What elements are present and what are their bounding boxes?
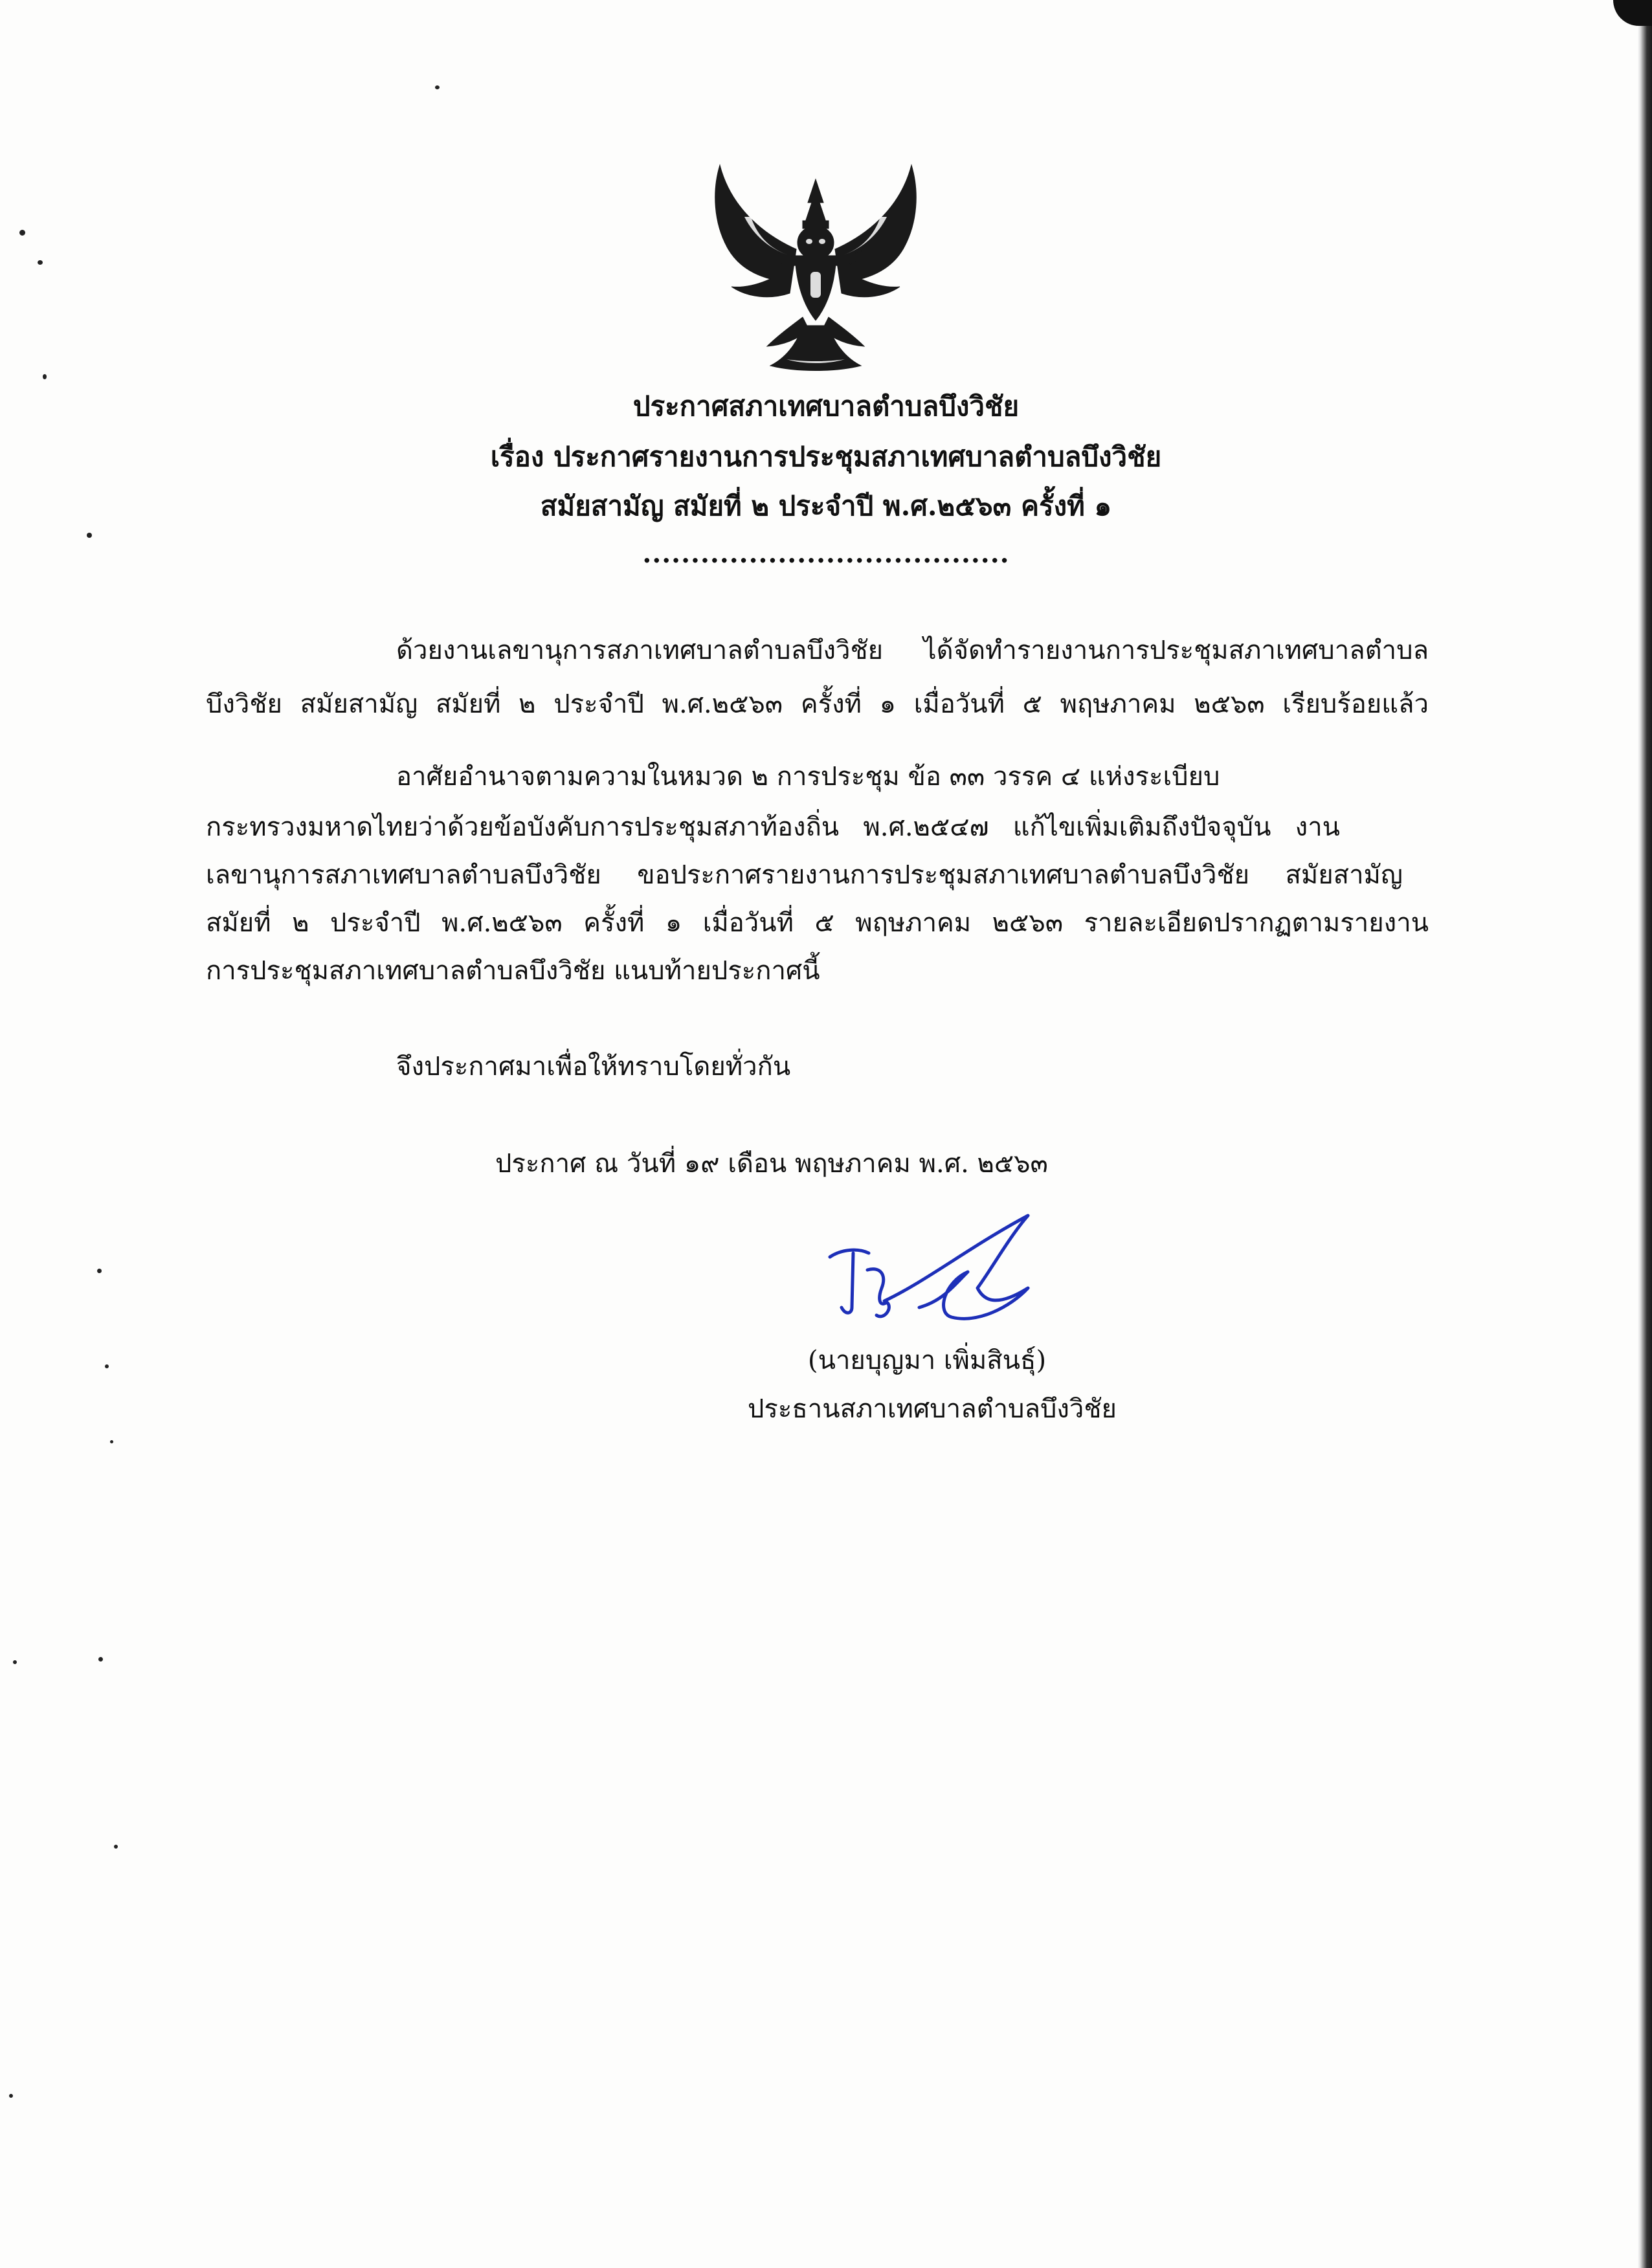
scan-speck <box>38 260 43 265</box>
paragraph2-line3: เลขานุการสภาเทศบาลตำบลบึงวิชัย ขอประกาศรายงานการประชุมสภาเทศบาลตำบลบึงวิชัย สมัยสามัญ <box>206 860 1403 890</box>
scan-speck <box>114 1845 118 1849</box>
paragraph1-line2: บึงวิชัย สมัยสามัญ สมัยที่ ๒ ประจำปี พ.ศ.๒๕๖๓ ครั้งที่ ๑ เมื่อวันที่ ๕ พฤษภาคม ๒๕๖๓ เรียบร้อยแล้ว <box>206 689 1429 719</box>
scan-speck <box>97 1269 102 1273</box>
scan-speck <box>87 533 92 538</box>
announcement-date: ประกาศ ณ วันที่ ๑๙ เดือน พฤษภาคม พ.ศ. ๒๕๖๓ <box>495 1149 1048 1179</box>
announcement-session: สมัยสามัญ สมัยที่ ๒ ประจำปี พ.ศ.๒๕๖๓ ครั้งที่ ๑ <box>540 490 1112 522</box>
paragraph2-line2: กระทรวงมหาดไทยว่าด้วยข้อบังคับการประชุมสภาท้องถิ่น พ.ศ.๒๕๔๗ แก้ไขเพิ่มเติมถึงปัจจุบัน งาน <box>206 812 1340 842</box>
scan-speck <box>43 374 47 379</box>
paragraph2-line5: การประชุมสภาเทศบาลตำบลบึงวิชัย แนบท้ายประกาศนี้ <box>206 956 820 986</box>
scan-speck <box>9 2094 13 2098</box>
handwritten-signature <box>822 1210 1042 1340</box>
scan-speck <box>19 230 25 236</box>
scan-speck <box>98 1657 103 1662</box>
announcement-title: ประกาศสภาเทศบาลตำบลบึงวิชัย <box>632 390 1020 422</box>
announcement-subject: เรื่อง ประกาศรายงานการประชุมสภาเทศบาลตำบลบึงวิชัย <box>490 441 1162 472</box>
scan-edge <box>1638 0 1652 2268</box>
closing-statement: จึงประกาศมาเพื่อให้ทราบโดยทั่วกัน <box>396 1052 791 1082</box>
paragraph2-line4: สมัยที่ ๒ ประจำปี พ.ศ.๒๕๖๓ ครั้งที่ ๑ เมื่อวันที่ ๕ พฤษภาคม ๒๕๖๓ รายละเอียดปรากฏตามรายงาน <box>206 908 1429 938</box>
garuda-emblem-icon <box>706 152 926 375</box>
signatory-position: ประธานสภาเทศบาลตำบลบึงวิชัย <box>748 1394 1117 1424</box>
scan-speck <box>435 85 440 89</box>
paragraph2-line1: อาศัยอำนาจตามความในหมวด ๒ การประชุม ข้อ ๓๓ วรรค ๔ แห่งระเบียบ <box>396 762 1220 792</box>
scan-speck <box>13 1660 17 1664</box>
scan-speck <box>110 1440 113 1443</box>
scan-speck <box>105 1364 109 1368</box>
header-separator: ...................................... <box>642 539 1010 569</box>
signatory-name: (นายบุญมา เพิ่มสินธุ์) <box>808 1346 1047 1375</box>
paragraph1-line1: ด้วยงานเลขานุการสภาเทศบาลตำบลบึงวิชัย ได้จัดทำรายงานการประชุมสภาเทศบาลตำบล <box>396 636 1429 665</box>
scan-corner <box>1613 0 1652 26</box>
